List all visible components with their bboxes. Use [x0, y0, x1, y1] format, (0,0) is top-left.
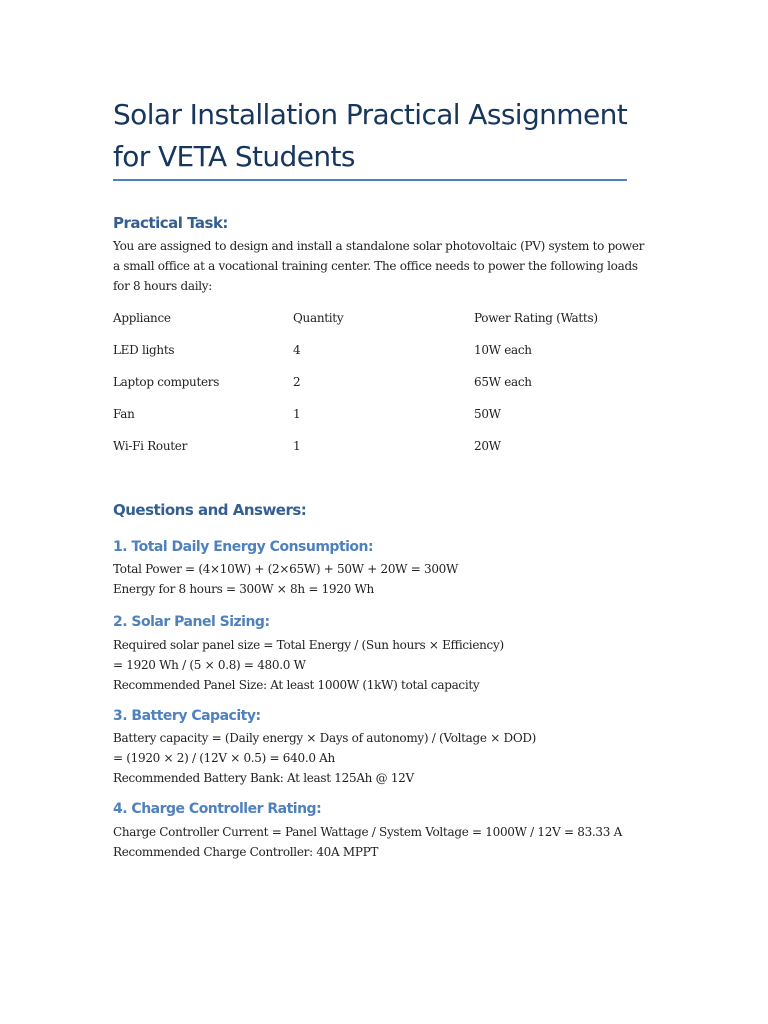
table-header-row: [113, 308, 673, 340]
paragraph-line: a small office at a vocational training center. The office needs to power the following loads: [113, 259, 638, 273]
cell-appliance: Wi-Fi Router: [113, 439, 188, 453]
cell-power-rating: 50W: [474, 407, 501, 421]
answer-line: Battery capacity = (Daily energy × Days of autonomy) / (Voltage × DOD): [113, 731, 537, 745]
paragraph-line: You are assigned to design and install a standalone solar photovoltaic (PV) system to power: [113, 239, 645, 253]
answer-line: Energy for 8 hours = 300W × 8h = 1920 Wh: [113, 582, 374, 596]
section-4-heading: 4. Charge Controller Rating:: [113, 801, 322, 817]
title-underline-rule: [113, 179, 627, 181]
answer-line: = 1920 Wh / (5 × 0.8) = 480.0 W: [113, 658, 306, 672]
table-row: [113, 436, 673, 468]
cell-appliance: Laptop computers: [113, 375, 220, 389]
section-3-body: [113, 728, 673, 788]
section-4-body: [113, 822, 673, 862]
section-2-heading: 2. Solar Panel Sizing:: [113, 614, 270, 630]
cell-appliance: LED lights: [113, 343, 175, 357]
cell-quantity: 1: [293, 439, 301, 453]
cell-power-rating: 20W: [474, 439, 501, 453]
answer-line: Required solar panel size = Total Energy / (Sun hours × Efficiency): [113, 638, 504, 652]
loads-table: [113, 308, 673, 468]
title-line-2: for VETA Students: [113, 140, 355, 173]
table-row: [113, 372, 673, 404]
paragraph-line: for 8 hours daily:: [113, 279, 212, 293]
section-1-heading: 1. Total Daily Energy Consumption:: [113, 539, 374, 555]
section-1-body: [113, 559, 673, 599]
answer-line: = (1920 × 2) / (12V × 0.5) = 640.0 Ah: [113, 751, 335, 765]
answer-line: Total Power = (4×10W) + (2×65W) + 50W + 20W = 300W: [113, 562, 459, 576]
cell-quantity: 2: [293, 375, 301, 389]
title-line-1: Solar Installation Practical Assignment: [113, 98, 628, 131]
table-row: [113, 340, 673, 372]
header-quantity: Quantity: [293, 311, 344, 325]
header-appliance: Appliance: [113, 311, 171, 325]
cell-appliance: Fan: [113, 407, 135, 421]
practical-task-heading: Practical Task:: [113, 214, 228, 232]
header-power-rating: Power Rating (Watts): [474, 311, 598, 325]
section-2-body: [113, 635, 673, 695]
cell-quantity: 4: [293, 343, 301, 357]
section-3-heading: 3. Battery Capacity:: [113, 708, 261, 724]
practical-task-paragraph: [113, 236, 673, 296]
cell-quantity: 1: [293, 407, 301, 421]
cell-power-rating: 10W each: [474, 343, 532, 357]
answer-line: Recommended Battery Bank: At least 125Ah @ 12V: [113, 771, 414, 785]
answer-line: Recommended Panel Size: At least 1000W (1kW) total capacity: [113, 678, 480, 692]
qa-heading: Questions and Answers:: [113, 501, 307, 519]
cell-power-rating: 65W each: [474, 375, 532, 389]
table-row: [113, 404, 673, 436]
document-title: [113, 94, 673, 178]
answer-line: Recommended Charge Controller: 40A MPPT: [113, 845, 379, 859]
answer-line: Charge Controller Current = Panel Wattage / System Voltage = 1000W / 12V = 83.33 A: [113, 825, 622, 839]
